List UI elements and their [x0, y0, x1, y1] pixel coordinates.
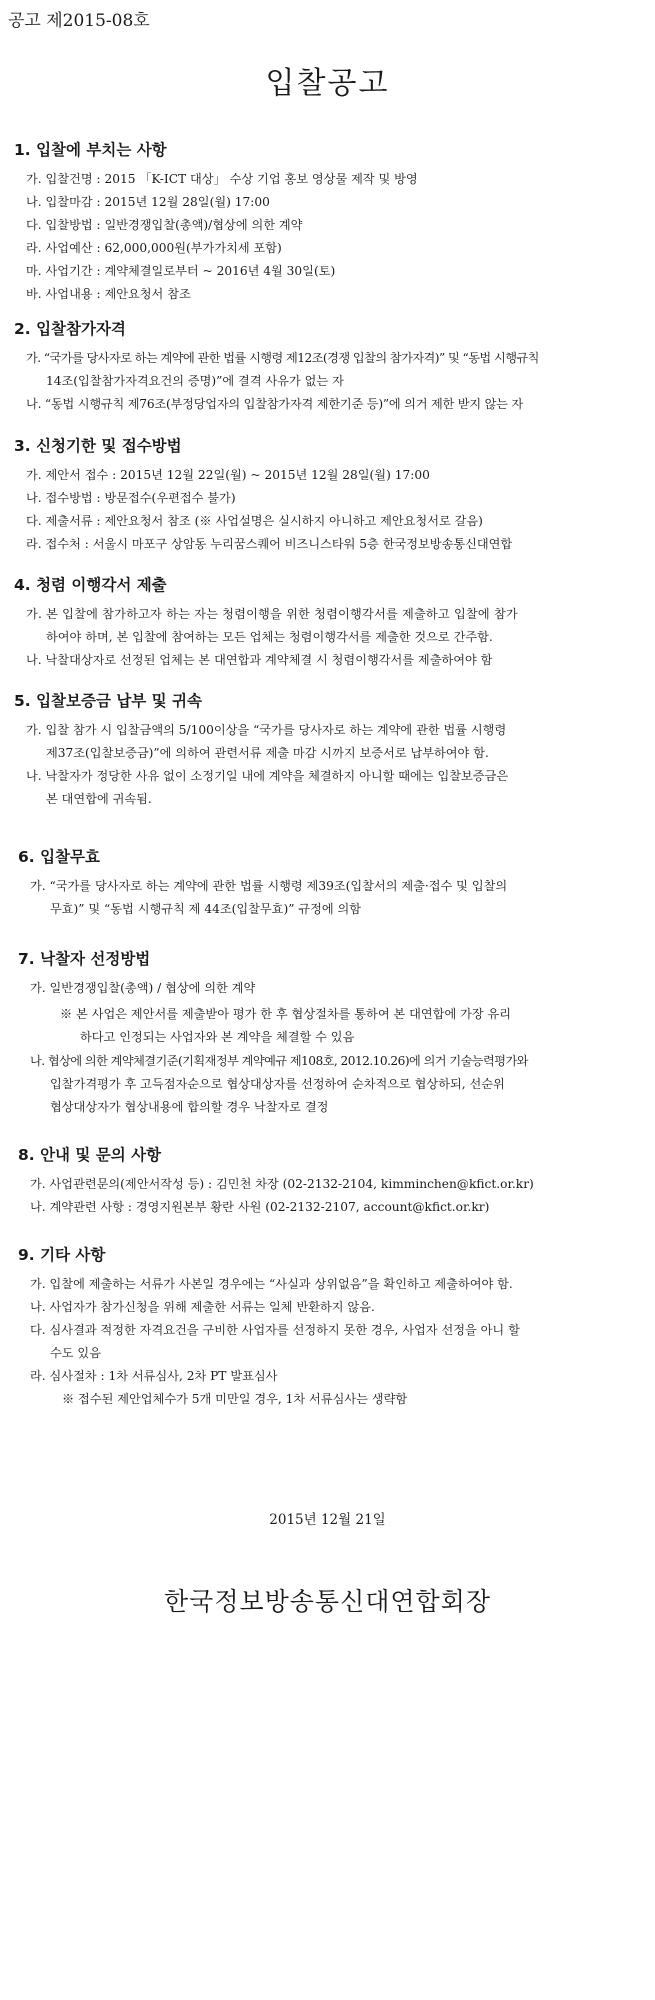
section-2-item: 나. “동법 시행규칙 제76조(부정당업자의 입찰참가자격 제한기준 등)”에 의거 제한 받지 않는 자 [26, 397, 523, 411]
section-1-item: 마. 사업기간 : 계약체결일로부터 ~ 2016년 4월 30일(토) [26, 264, 336, 278]
section-1-item: 라. 사업예산 : 62,000,000원(부가가치세 포함) [26, 241, 282, 255]
section-5-item: 제37조(입찰보증금)”에 의하여 관련서류 제출 마감 시까지 보증서로 납부하여야 함. [46, 746, 489, 760]
section-6-item: 가. “국가를 당사자로 하는 계약에 관한 법률 시행령 제39조(입찰서의 제출·접수 및 입찰의 [30, 879, 508, 893]
section-4-item: 나. 낙찰대상자로 선정된 업체는 본 대연합과 계약체결 시 청렴이행각서를 제출하여야 함 [26, 653, 493, 667]
section-7-item: 입찰가격평가 후 고득점자순으로 협상대상자를 선정하여 순차적으로 협상하되, 선순위 [50, 1077, 505, 1091]
section-5-item: 나. 낙찰자가 정당한 사유 없이 소정기일 내에 계약을 체결하지 아니할 때에는 입찰보증금은 [26, 769, 509, 783]
section-7-note: ※ 본 사업은 제안서를 제출받아 평가 한 후 협상절차를 통하여 본 대연합에 가장 유리 [60, 1007, 512, 1021]
section-6-heading: 6. 입찰무효 [18, 848, 100, 866]
section-3-item: 다. 제출서류 : 제안요청서 참조 (※ 사업설명은 실시하지 아니하고 제안요청서로 갈음) [26, 514, 483, 528]
section-9-heading: 9. 기타 사항 [18, 1246, 106, 1264]
section-7-item: 나. 협상에 의한 계약체결기준(기획재정부 계약예규 제108호, 2012.10.26)에 의거 기술능력평가와 [30, 1054, 528, 1068]
section-1-item: 바. 사업내용 : 제안요청서 참조 [26, 287, 191, 301]
issue-date: 2015년 12월 21일 [269, 1512, 386, 1528]
section-1-item: 가. 입찰건명 : 2015 「K-ICT 대상」 수상 기업 홍보 영상물 제작 및 방영 [26, 172, 418, 186]
section-3-item: 가. 제안서 접수 : 2015년 12월 22일(월) ~ 2015년 12월 28일(월) 17:00 [26, 468, 430, 482]
section-4-item: 가. 본 입찰에 참가하고자 하는 자는 청렴이행을 위한 청렴이행각서를 제출하고 입찰에 참가 [26, 607, 518, 621]
section-9-item: 다. 심사결과 적정한 자격요건을 구비한 사업자를 선정하지 못한 경우, 사업자 선정을 아니 할 [30, 1323, 520, 1337]
section-3-item: 라. 접수처 : 서울시 마포구 상암동 누리꿈스퀘어 비즈니스타워 5층 한국정보방송통신대연합 [26, 537, 513, 551]
section-8-item: 나. 계약관련 사항 : 경영지원본부 황란 사원 (02-2132-2107, account@kfict.or.kr) [30, 1200, 490, 1214]
section-9-item: 라. 심사절차 : 1차 서류심사, 2차 PT 발표심사 [30, 1369, 278, 1383]
notice-number: 공고 제2015-08호 [8, 11, 150, 31]
section-9-item: 나. 사업자가 참가신청을 위해 제출한 서류는 일체 반환하지 않음. [30, 1300, 375, 1314]
section-4-item: 하여야 하며, 본 입찰에 참여하는 모든 업체는 청렴이행각서를 제출한 것으로 간주함. [46, 630, 493, 644]
section-3-item: 나. 접수방법 : 방문접수(우편접수 불가) [26, 491, 236, 505]
section-2-item: 14조(입찰참가자격요건의 증명)”에 결격 사유가 없는 자 [46, 374, 344, 388]
section-8-item: 가. 사업관련문의(제안서작성 등) : 김민천 차장 (02-2132-2104, kimminchen@kfict.or.kr) [30, 1177, 534, 1191]
section-7-item: 협상대상자가 협상내용에 합의할 경우 낙찰자로 결정 [50, 1100, 329, 1114]
section-1-item: 다. 입찰방법 : 일반경쟁입찰(총액)/협상에 의한 계약 [26, 218, 303, 232]
section-1-item: 나. 입찰마감 : 2015년 12월 28일(월) 17:00 [26, 195, 270, 209]
section-5-item: 가. 입찰 참가 시 입찰금액의 5/100이상을 “국가를 당사자로 하는 계약에 관한 법률 시행령 [26, 723, 507, 737]
issuer-signature: 한국정보방송통신대연합회장 [164, 1587, 491, 1616]
section-9-note: ※ 접수된 제안업체수가 5개 미만일 경우, 1차 서류심사는 생략함 [62, 1392, 408, 1406]
section-4-heading: 4. 청렴 이행각서 제출 [14, 576, 167, 594]
section-2-item: 가. “국가를 당사자로 하는 계약에 관한 법률 시행령 제12조(경쟁 입찰의 참가자격)” 및 “동법 시행규칙 [26, 351, 539, 365]
section-8-heading: 8. 안내 및 문의 사항 [18, 1146, 162, 1164]
document-title: 입찰공고 [265, 66, 390, 101]
section-9-item: 가. 입찰에 제출하는 서류가 사본일 경우에는 “사실과 상위없음”을 확인하고 제출하여야 함. [30, 1277, 513, 1291]
section-3-heading: 3. 신청기한 및 접수방법 [14, 437, 182, 455]
section-7-item: 가. 일반경쟁입찰(총액) / 협상에 의한 계약 [30, 981, 256, 995]
section-1-heading: 1. 입찰에 부치는 사항 [14, 141, 167, 159]
section-6-item: 무효)” 및 “동법 시행규칙 제 44조(입찰무효)” 규정에 의함 [50, 902, 362, 916]
section-2-heading: 2. 입찰참가자격 [14, 320, 126, 338]
section-7-heading: 7. 낙찰자 선정방법 [18, 950, 151, 968]
section-5-heading: 5. 입찰보증금 납부 및 귀속 [14, 692, 202, 710]
section-7-note: 하다고 인정되는 사업자와 본 계약을 체결할 수 있음 [80, 1030, 355, 1044]
section-5-item: 본 대연합에 귀속됨. [46, 792, 152, 806]
section-9-item: 수도 있음 [50, 1346, 101, 1360]
